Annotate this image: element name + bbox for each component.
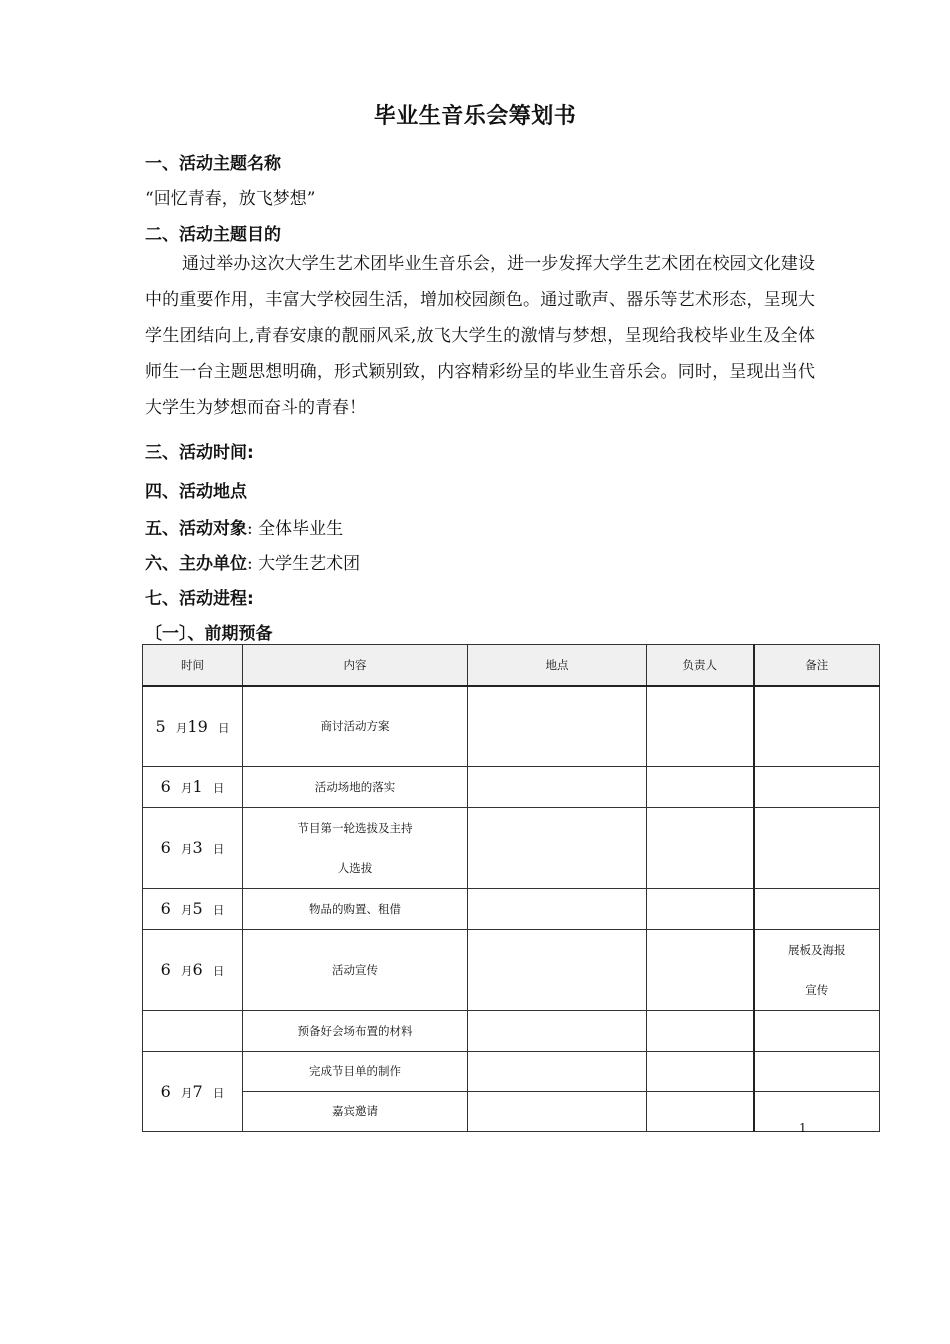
section-6-value: : 大学生艺术团: [247, 554, 361, 574]
row-location: [468, 1051, 647, 1091]
row-person: [647, 1091, 754, 1131]
row-location: [468, 686, 647, 766]
row-content: 商讨活动方案: [243, 686, 468, 766]
row-content: 预备好会场布置的材料: [243, 1010, 468, 1051]
row-content: 嘉宾邀请: [243, 1091, 468, 1131]
row-location: [468, 1091, 647, 1131]
row-remark: [754, 1010, 880, 1051]
section-7-heading: 七、活动进程:: [145, 589, 254, 609]
row-remark: [754, 929, 880, 1010]
row-location: [468, 766, 647, 807]
table-row: [143, 686, 880, 766]
schedule-table: [142, 644, 880, 1132]
row-remark-line2: 宣传: [805, 982, 829, 997]
table-row: [143, 807, 880, 888]
table-row: [143, 929, 880, 1010]
table-row: [143, 766, 880, 807]
row-person: [647, 1051, 754, 1091]
row-date: 5 月19 日: [143, 686, 243, 766]
section-3-heading: 三、活动时间:: [145, 443, 254, 463]
row-content-line1: 节目第一轮选拔及主持: [297, 820, 413, 835]
row-content: 物品的购置、租借: [243, 888, 468, 929]
section-2-paragraph: [145, 246, 815, 426]
row-location: [468, 807, 647, 888]
row-remark: [754, 686, 880, 766]
row-date: [143, 1010, 243, 1051]
section-5-heading: 五、活动对象: [145, 519, 247, 539]
section-6-heading: 六、主办单位: [145, 554, 247, 574]
row-person: [647, 888, 754, 929]
row-content-line2: 人选拔: [337, 860, 373, 875]
row-remark: [754, 1091, 880, 1131]
row-remark: [754, 766, 880, 807]
table-row: [143, 1051, 880, 1091]
row-date: 6 月7 日: [143, 1051, 243, 1131]
row-content: [243, 807, 468, 888]
row-date: 6 月5 日: [143, 888, 243, 929]
row-location: [468, 929, 647, 1010]
row-location: [468, 1010, 647, 1051]
section-1-heading: 一、活动主题名称: [145, 154, 281, 174]
table-row: [143, 1091, 880, 1131]
header-person: 负责人: [647, 645, 754, 687]
row-remark-line1: 展板及海报: [788, 942, 846, 957]
row-location: [468, 888, 647, 929]
document-title: 毕业生音乐会筹划书: [373, 104, 577, 129]
page-number: 1: [799, 1121, 807, 1135]
row-person: [647, 1010, 754, 1051]
row-remark: [754, 1051, 880, 1091]
row-date: 6 月3 日: [143, 807, 243, 888]
section-6: [145, 549, 360, 574]
row-date: 6 月6 日: [143, 929, 243, 1010]
row-remark: [754, 888, 880, 929]
header-content: 内容: [243, 645, 468, 687]
table-row: [143, 1010, 880, 1051]
row-content: 活动场地的落实: [243, 766, 468, 807]
row-content: 完成节目单的制作: [243, 1051, 468, 1091]
row-content: 活动宣传: [243, 929, 468, 1010]
section-2-text: 通过举办这次大学生艺术团毕业生音乐会，进一步发挥大学生艺术团在校园文化建设中的重要作用，丰富大学校园生活，增加校园颜色。通过歌声、器乐等艺术形态，呈现大学生团结向上,青春安康的靓丽风采,放飞大学生的激情与梦想，呈现给我校毕业生及全体师生一台主题思想明确，形式颖别致，内容精彩纷呈的毕业生音乐会。同时，呈现出当代大学生为梦想而奋斗的青春！: [145, 254, 815, 418]
header-location: 地点: [468, 645, 647, 687]
section-5: [145, 514, 343, 539]
table-row: [143, 888, 880, 929]
row-person: [647, 929, 754, 1010]
row-person: [647, 766, 754, 807]
section-5-value: : 全体毕业生: [247, 519, 344, 539]
subsection-1-heading: 〔一〕、前期预备: [145, 624, 273, 644]
header-time: 时间: [143, 645, 243, 687]
section-2-heading: 二、活动主题目的: [145, 225, 281, 245]
row-remark: [754, 807, 880, 888]
row-person: [647, 686, 754, 766]
row-date: 6 月1 日: [143, 766, 243, 807]
header-remark: 备注: [754, 645, 880, 687]
table-header-row: [143, 645, 880, 687]
section-1-text: “回忆青春，放飞梦想”: [145, 189, 316, 209]
section-4-heading: 四、活动地点: [145, 482, 247, 502]
row-person: [647, 807, 754, 888]
